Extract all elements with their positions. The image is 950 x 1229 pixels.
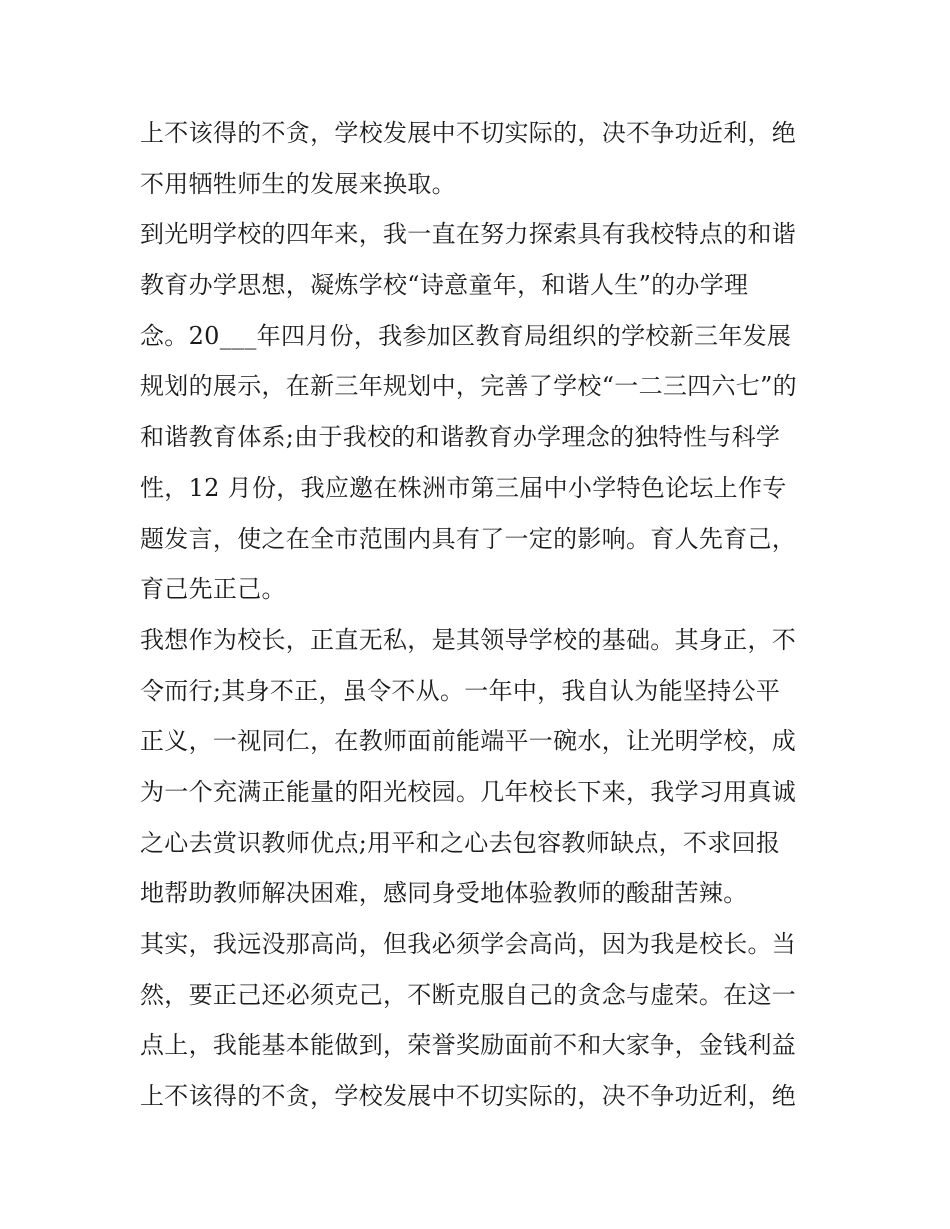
text-line: 念。20___年四月份，我参加区教育局组织的学校新三年发展 [140,321,792,350]
text-line: 育己先正己。 [140,575,286,604]
text-line: 教育办学思想，凝炼学校“诗意童年，和谐人生”的办学理 [140,271,749,300]
text-line: 到光明学校的四年来，我一直在努力探索具有我校特点的和谐 [140,220,797,249]
text-line: 地帮助教师解决困难，感同身受地体验教师的酸甜苦辣。 [140,879,748,908]
text-line: 我想作为校长，正直无私，是其领导学校的基础。其身正，不 [140,625,797,654]
text-line: 上不该得的不贪，学校发展中不切实际的，决不争功近利，绝 [140,1082,797,1111]
text-line: 令而行;其身不正，虽令不从。一年中，我自认为能坚持公平 [140,676,781,705]
text-line: 之心去赏识教师优点;用平和之心去包容教师缺点，不求回报 [140,828,781,857]
text-line: 题发言，使之在全市范围内具有了一定的影响。育人先育己， [140,524,797,553]
text-line: 然，要正己还必须克己，不断克服自己的贪念与虚荣。在这一 [140,980,797,1009]
text-line: 不用牺牲师生的发展来换取。 [140,169,456,198]
text-line: 正义，一视同仁，在教师面前能端平一碗水，让光明学校，成 [140,727,797,756]
text-line: 上不该得的不贪，学校发展中不切实际的，决不争功近利，绝 [140,119,797,147]
text-line: 为一个充满正能量的阳光校园。几年校长下来，我学习用真诚 [140,777,797,806]
document-body [140,108,820,1122]
text-line: 规划的展示，在新三年规划中，完善了学校“一二三四六七”的 [140,372,797,401]
text-line: 其实，我远没那高尚，但我必须学会高尚，因为我是校长。当 [140,930,797,958]
text-line: 性，12 月份，我应邀在株洲市第三届中小学特色论坛上作专 [140,473,787,502]
text-line: 点上，我能基本能做到，荣誉奖励面前不和大家争，金钱利益 [140,1031,797,1060]
text-line: 和谐教育体系;由于我校的和谐教育办学理念的独特性与科学 [140,423,781,452]
